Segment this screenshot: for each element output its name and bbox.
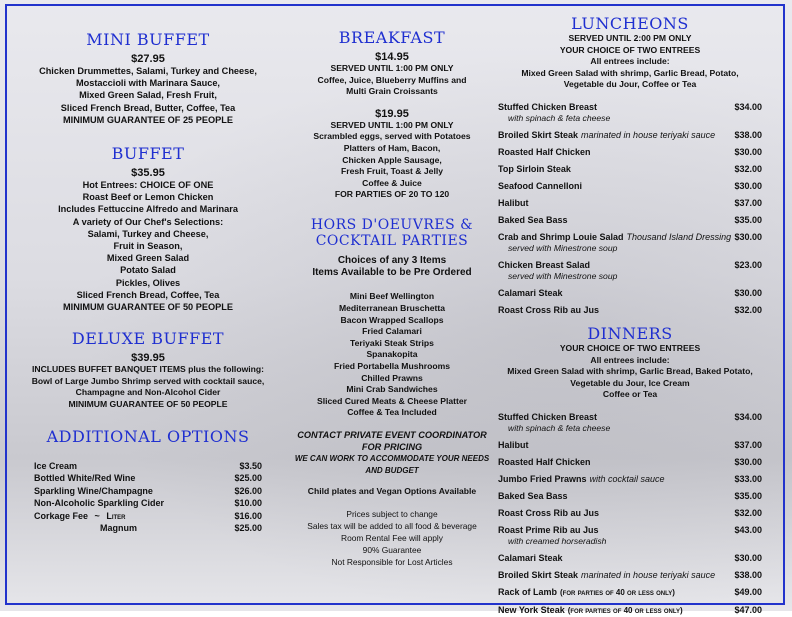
menu-item-price: $38.00 bbox=[734, 129, 762, 140]
option-price: $3.50 bbox=[239, 460, 262, 471]
menu-item-price: $30.00 bbox=[734, 146, 762, 157]
option-price: $10.00 bbox=[234, 498, 262, 509]
mini-buffet-price: $27.95 bbox=[131, 53, 165, 65]
dinners-header-line: All entrees include: bbox=[590, 354, 670, 365]
menu-item-name: Baked Sea Bass bbox=[498, 214, 568, 225]
menu-item-row bbox=[498, 231, 762, 243]
menu-item-row bbox=[498, 259, 762, 271]
contact-line: CONTACT PRIVATE EVENT COORDINATOR bbox=[297, 429, 487, 440]
menu-item-price: $37.00 bbox=[734, 439, 762, 450]
luncheons-header bbox=[498, 33, 762, 91]
dinners-header-line: YOUR CHOICE OF TWO ENTREES bbox=[559, 342, 701, 353]
menu-item-row bbox=[498, 304, 762, 316]
hors-item: Sliced Cured Meats & Cheese Platter bbox=[317, 395, 467, 406]
hors-item: Coffee & Tea Included bbox=[347, 407, 437, 418]
buffet-title: BUFFET bbox=[111, 144, 185, 164]
menu-item-name: Stuffed Chicken Breast bbox=[498, 411, 598, 422]
child-options: Child plates and Vegan Options Available bbox=[307, 486, 477, 497]
menu-item-name: Calamari Steak bbox=[498, 287, 563, 298]
menu-item-row bbox=[498, 411, 762, 423]
menu-item-name: Baked Sea Bass bbox=[498, 490, 568, 501]
menu-item-name: Calamari Steak bbox=[498, 552, 563, 563]
menu-item-row bbox=[498, 287, 762, 299]
menu-item-row bbox=[498, 180, 762, 192]
mini-buffet-line: Mostaccioli with Marinara Sauce, bbox=[76, 78, 220, 89]
menu-item-note: with spinach & feta cheese bbox=[508, 422, 611, 433]
hors-intro: Choices of any 3 Items bbox=[337, 254, 447, 266]
buffet-line: Potato Salad bbox=[120, 265, 176, 276]
menu-item-description: (for parties of 40 or less only) bbox=[567, 605, 683, 615]
dinners-header-line: Mixed Green Salad with shrimp, Garlic Bread, Baked Potato, bbox=[507, 366, 753, 377]
note-line: Not Responsible for Lost Articles bbox=[331, 557, 453, 568]
menu-item-row bbox=[498, 214, 762, 226]
menu-item-name: New York Steak bbox=[498, 604, 565, 615]
menu-item-description: marinated in house teriyaki sauce bbox=[581, 129, 716, 140]
menu-item-price: $38.00 bbox=[734, 569, 762, 580]
corkage-row bbox=[34, 510, 262, 523]
buffet-line: Hot Entrees: CHOICE OF ONE bbox=[82, 180, 214, 191]
notes-section bbox=[270, 508, 514, 568]
option-row bbox=[34, 497, 262, 510]
mini-buffet-line: MINIMUM GUARANTEE OF 25 PEOPLE bbox=[63, 114, 233, 125]
menu-item-name: Broiled Skirt Steak bbox=[498, 129, 579, 140]
menu-item-price: $32.00 bbox=[734, 507, 762, 518]
menu-item-row bbox=[498, 604, 762, 617]
breakfast-line: Fresh Fruit, Toast & Jelly bbox=[340, 166, 444, 177]
menu-item-price: $32.00 bbox=[734, 163, 762, 174]
dinners-title: DINNERS bbox=[587, 323, 673, 343]
menu-item-row bbox=[498, 490, 762, 502]
menu-item-price: $30.00 bbox=[734, 180, 762, 191]
hors-item: Mediterranean Bruschetta bbox=[338, 302, 446, 313]
menu-item-note: served with Minestrone soup bbox=[508, 270, 618, 281]
hors-item: Mini Crab Sandwiches bbox=[346, 384, 438, 395]
menu-item-row bbox=[498, 197, 762, 209]
deluxe-buffet-section bbox=[30, 329, 266, 410]
breakfast-line: Coffee, Juice, Blueberry Muffins and bbox=[317, 74, 467, 85]
deluxe-buffet-line: Bowl of Large Jumbo Shrimp served with cocktail sauce, bbox=[31, 375, 265, 386]
deluxe-buffet-line: Champagne and Non-Alcohol Cider bbox=[75, 387, 221, 398]
menu-item-name: Seafood Cannelloni bbox=[498, 180, 583, 191]
contact-section bbox=[270, 429, 514, 498]
buffet-price: $35.95 bbox=[131, 167, 165, 180]
contact-line: WE CAN WORK TO ACCOMMODATE YOUR NEEDS bbox=[294, 454, 490, 464]
buffet-line: Fruit in Season, bbox=[113, 241, 183, 252]
mini-buffet-section bbox=[30, 30, 266, 126]
menu-item-name: Top Sirloin Steak bbox=[498, 163, 571, 174]
menu-item-row bbox=[498, 456, 762, 468]
menu-item-price: $35.00 bbox=[734, 490, 762, 501]
menu-item-name: Crab and Shrimp Louie Salad bbox=[498, 231, 624, 242]
additional-options-section bbox=[30, 427, 266, 535]
luncheons-header-line: YOUR CHOICE OF TWO ENTREES bbox=[559, 44, 701, 55]
right-column bbox=[498, 14, 788, 617]
hors-item: Spanakopita bbox=[366, 349, 418, 360]
breakfast-line: Coffee & Juice bbox=[362, 177, 422, 188]
corkage-liter: Liter bbox=[106, 510, 126, 521]
contact-line: AND BUDGET bbox=[365, 465, 419, 475]
hors-item: Fried Calamari bbox=[362, 326, 422, 337]
breakfast-line: FOR PARTIES OF 20 TO 120 bbox=[334, 189, 450, 200]
menu-item-price: $47.00 bbox=[734, 604, 762, 615]
buffet-line: Sliced French Bread, Coffee, Tea bbox=[76, 289, 220, 300]
menu-item-name: Stuffed Chicken Breast bbox=[498, 101, 598, 112]
breakfast-line: Chicken Apple Sausage, bbox=[342, 154, 442, 165]
breakfast-line: SERVED UNTIL 1:00 PM ONLY bbox=[330, 63, 454, 73]
middle-column bbox=[270, 10, 514, 568]
hors-item: Bacon Wrapped Scallops bbox=[340, 314, 444, 325]
deluxe-buffet-price: $39.95 bbox=[131, 352, 165, 365]
menu-item-row bbox=[498, 101, 762, 113]
menu-item-row bbox=[498, 439, 762, 451]
option-name: Sparkling Wine/Champagne bbox=[34, 485, 153, 496]
luncheons-header-line: SERVED UNTIL 2:00 PM ONLY bbox=[568, 33, 692, 43]
menu-item-name: Halibut bbox=[498, 439, 529, 450]
menu-item-description: with cocktail sauce bbox=[589, 473, 665, 484]
menu-item-row bbox=[498, 586, 762, 599]
menu-item-price: $33.00 bbox=[734, 473, 762, 484]
option-name: Non-Alcoholic Sparkling Cider bbox=[34, 498, 165, 509]
deluxe-buffet-line: MINIMUM GUARANTEE OF 50 PEOPLE bbox=[68, 399, 228, 410]
menu-item-row bbox=[498, 163, 762, 175]
note-line: Prices subject to change bbox=[346, 509, 438, 520]
buffet-line: MINIMUM GUARANTEE OF 50 PEOPLE bbox=[63, 302, 233, 313]
breakfast-price-1: $14.95 bbox=[375, 51, 409, 63]
menu-item-price: $30.00 bbox=[734, 287, 762, 298]
menu-item-name: Rack of Lamb bbox=[498, 586, 558, 597]
menu-item-price: $30.00 bbox=[734, 552, 762, 563]
corkage-magnum-row bbox=[34, 522, 262, 535]
menu-item-description: marinated in house teriyaki sauce bbox=[581, 569, 716, 580]
menu-item-row bbox=[498, 473, 762, 485]
deluxe-buffet-title: DELUXE BUFFET bbox=[71, 329, 225, 349]
menu-item-price: $49.00 bbox=[734, 586, 762, 597]
breakfast-line: Multi Grain Croissants bbox=[346, 86, 438, 97]
menu-item-name: Roasted Half Chicken bbox=[498, 456, 591, 467]
dinners-list bbox=[498, 411, 762, 617]
breakfast-line: SERVED UNTIL 1:00 PM ONLY bbox=[330, 119, 454, 130]
buffet-line: Includes Fettuccine Alfredo and Marinara bbox=[58, 204, 238, 215]
luncheons-header-line: Mixed Green Salad with shrimp, Garlic Bread, Potato, bbox=[521, 67, 739, 78]
hors-intro: Items Available to be Pre Ordered bbox=[312, 267, 472, 279]
menu-item-name: Roast Cross Rib au Jus bbox=[498, 507, 600, 518]
luncheons-section bbox=[498, 14, 788, 316]
menu-item-name: Jumbo Fried Prawns bbox=[498, 473, 587, 484]
dinners-header bbox=[498, 343, 762, 401]
mini-buffet-line: Mixed Green Salad, Fresh Fruit, bbox=[79, 90, 217, 101]
option-row bbox=[34, 472, 262, 485]
luncheons-header-line: All entrees include: bbox=[590, 56, 670, 67]
menu-item-note: with spinach & feta cheese bbox=[508, 112, 611, 123]
options-list bbox=[30, 460, 266, 535]
buffet-line: Roast Beef or Lemon Chicken bbox=[82, 192, 214, 203]
menu-item-row bbox=[498, 507, 762, 519]
breakfast-section bbox=[270, 28, 514, 201]
menu-item-price: $32.00 bbox=[734, 304, 762, 315]
menu-item-note: served with Minestrone soup bbox=[508, 242, 618, 253]
option-row bbox=[34, 460, 262, 473]
menu-item-name: Roast Prime Rib au Jus bbox=[498, 524, 599, 535]
menu-item-price: $35.00 bbox=[734, 214, 762, 225]
note-line: Sales tax will be added to all food & beverage bbox=[307, 521, 477, 532]
menu-item-price: $30.00 bbox=[734, 456, 762, 467]
menu-item-price: $30.00 bbox=[734, 231, 762, 242]
breakfast-line: Platters of Ham, Bacon, bbox=[343, 142, 441, 153]
menu-item-note: with creamed horseradish bbox=[508, 535, 607, 546]
menu-item-description: Thousand Island Dressing bbox=[626, 231, 732, 242]
menu-item-description: (for parties of 40 or less only) bbox=[560, 587, 675, 597]
menu-item-price: $37.00 bbox=[734, 197, 762, 208]
hors-title-line2: COCKTAIL PARTIES bbox=[315, 232, 469, 249]
option-price: $26.00 bbox=[234, 485, 262, 496]
hors-title-line1: HORS D'OEUVRES & bbox=[310, 216, 474, 233]
hors-item: Mini Beef Wellington bbox=[349, 291, 435, 302]
mini-buffet-line: Sliced French Bread, Butter, Coffee, Tea bbox=[60, 102, 236, 113]
menu-item-name: Roasted Half Chicken bbox=[498, 146, 591, 157]
option-name: Ice Cream bbox=[34, 460, 78, 471]
hors-item: Fried Portabella Mushrooms bbox=[333, 360, 451, 371]
contact-line: FOR PRICING bbox=[361, 442, 423, 453]
note-line: 90% Guarantee bbox=[362, 545, 422, 556]
menu-item-row bbox=[498, 129, 762, 141]
menu-item-row bbox=[498, 552, 762, 564]
breakfast-line: Scrambled eggs, served with Potatoes bbox=[313, 131, 471, 142]
hors-section bbox=[270, 217, 514, 419]
menu-item-row bbox=[498, 146, 762, 158]
hors-item: Chilled Prawns bbox=[361, 372, 423, 383]
luncheons-title: LUNCHEONS bbox=[571, 14, 689, 33]
buffet-line: Salami, Turkey and Cheese, bbox=[87, 228, 209, 239]
additional-options-title: ADDITIONAL OPTIONS bbox=[46, 426, 250, 446]
luncheons-list bbox=[498, 101, 762, 316]
luncheons-header-line: Vegetable du Jour, Coffee or Tea bbox=[563, 79, 697, 90]
menu-item-price: $23.00 bbox=[734, 259, 762, 270]
corkage-magnum: Magnum bbox=[100, 523, 137, 534]
option-row bbox=[34, 485, 262, 498]
note-line: Room Rental Fee will apply bbox=[341, 533, 443, 544]
corkage-label: Corkage Fee bbox=[34, 510, 89, 521]
menu-item-price: $43.00 bbox=[734, 524, 762, 535]
buffet-line: Mixed Green Salad bbox=[106, 253, 190, 264]
deluxe-buffet-line: INCLUDES BUFFET BANQUET ITEMS plus the following: bbox=[31, 364, 265, 375]
menu-item-name: Chicken Breast Salad bbox=[498, 259, 591, 270]
menu-item-name: Broiled Skirt Steak bbox=[498, 569, 579, 580]
left-column bbox=[30, 10, 266, 535]
buffet-line: Pickles, Olives bbox=[115, 277, 181, 288]
corkage-liter-price: $16.00 bbox=[234, 510, 262, 521]
menu-item-name: Halibut bbox=[498, 197, 529, 208]
dinners-header-line: Coffee or Tea bbox=[602, 389, 658, 400]
menu-item-row bbox=[498, 524, 762, 536]
menu-item-price: $34.00 bbox=[734, 411, 762, 422]
breakfast-title: BREAKFAST bbox=[338, 28, 446, 47]
mini-buffet-line: Chicken Drummettes, Salami, Turkey and Cheese, bbox=[39, 66, 257, 76]
option-price: $25.00 bbox=[234, 473, 262, 484]
mini-buffet-title: MINI BUFFET bbox=[86, 30, 210, 49]
menu-item-name: Roast Cross Rib au Jus bbox=[498, 304, 600, 315]
menu-item-price: $34.00 bbox=[734, 101, 762, 112]
option-name: Bottled White/Red Wine bbox=[34, 473, 136, 484]
dinners-section bbox=[498, 324, 788, 617]
menu-item-row bbox=[498, 569, 762, 581]
breakfast-price-2: $19.95 bbox=[375, 107, 409, 120]
corkage-magnum-price: $25.00 bbox=[234, 523, 262, 534]
corkage-tilde: ~ bbox=[94, 510, 100, 521]
hors-item: Teriyaki Steak Strips bbox=[350, 337, 434, 348]
buffet-line: A variety of Our Chef's Selections: bbox=[72, 216, 224, 227]
dinners-header-line: Vegetable du Jour, Ice Cream bbox=[570, 377, 690, 388]
buffet-section bbox=[30, 144, 266, 313]
